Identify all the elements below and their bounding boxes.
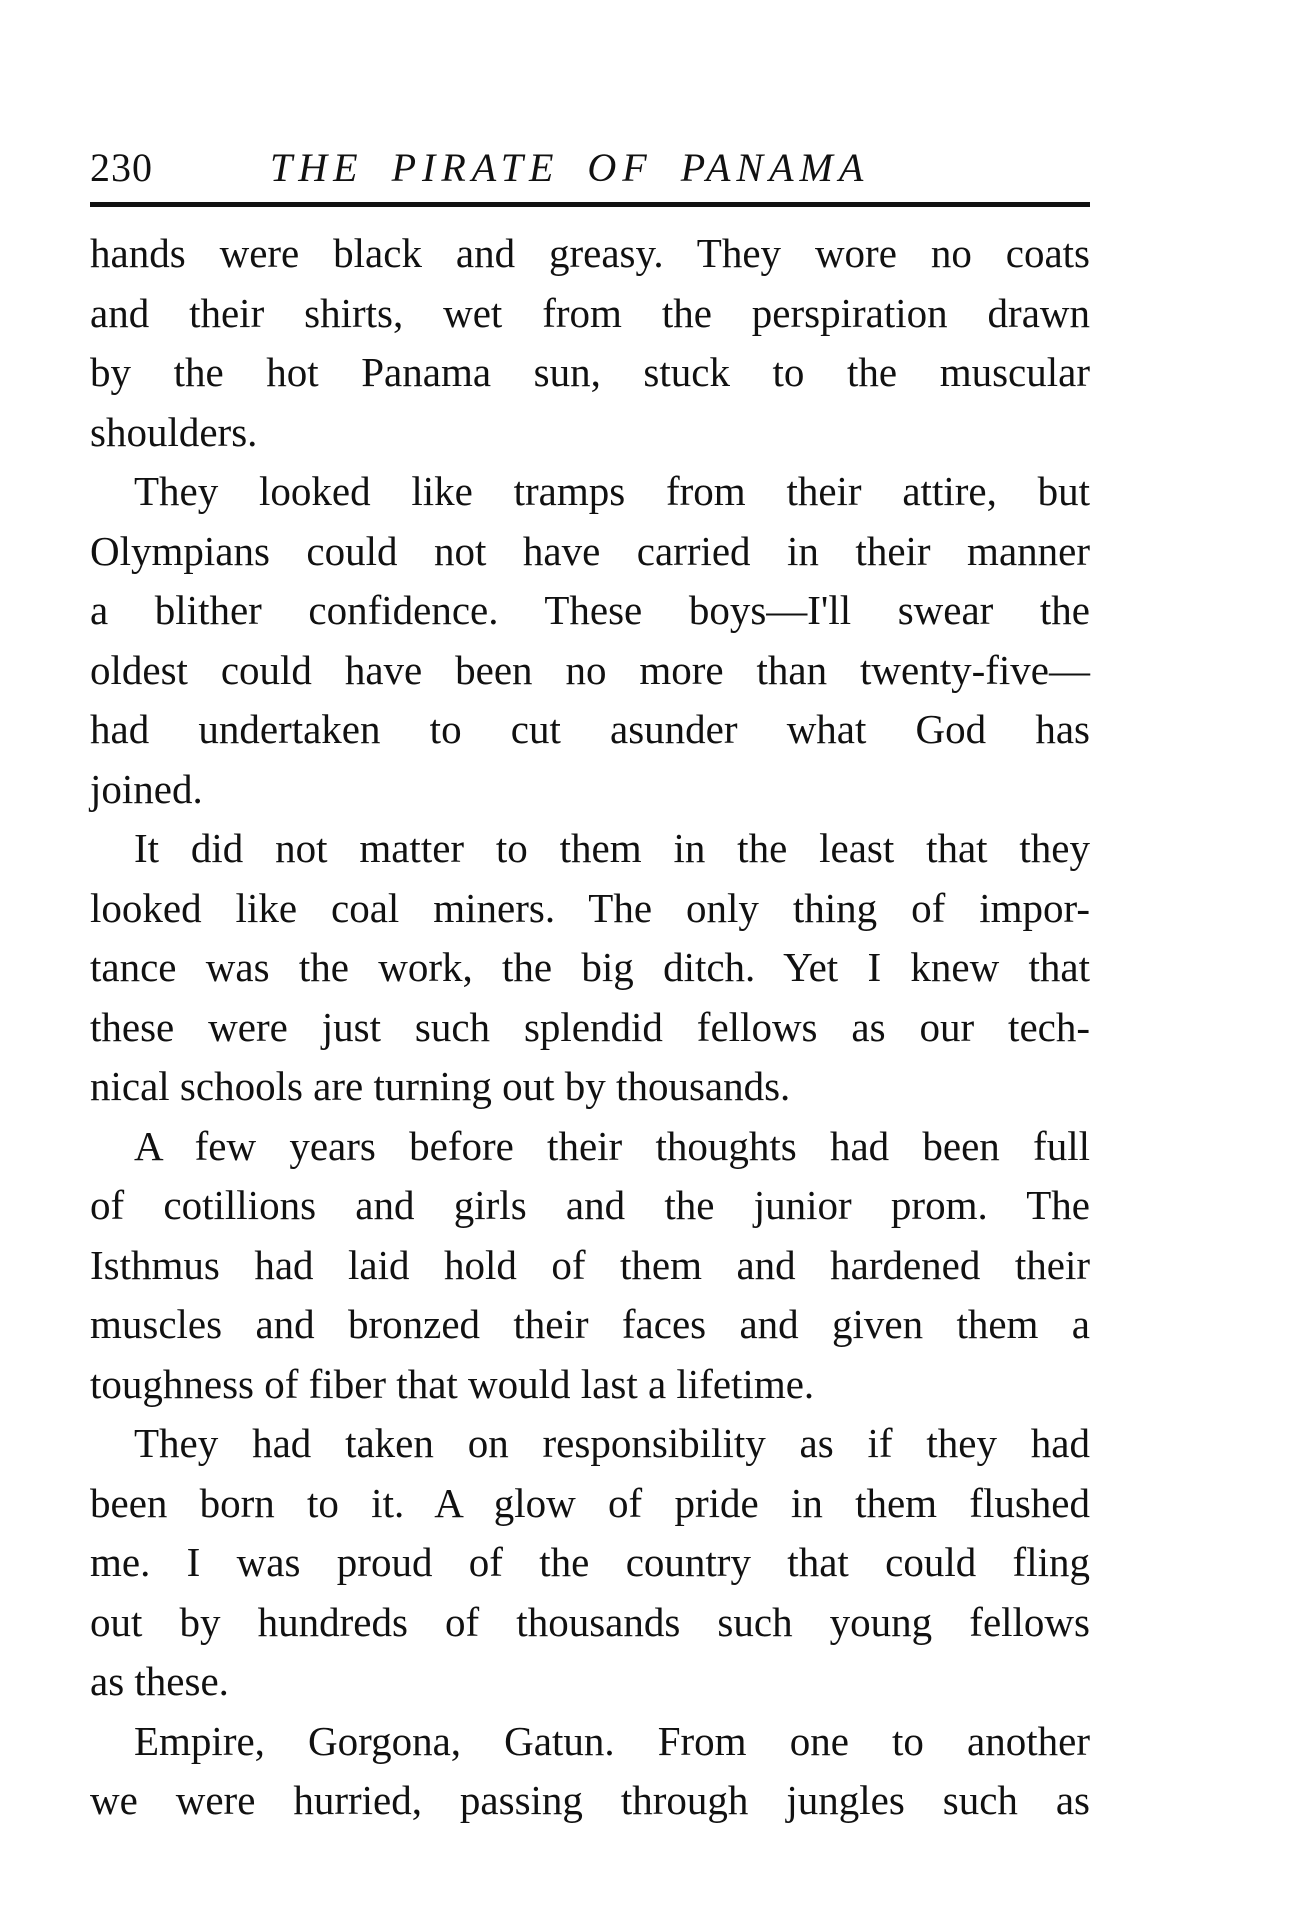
text-line: as these. bbox=[90, 1658, 229, 1704]
text-line: muscles and bronzed their faces and given them a bbox=[90, 1301, 1090, 1347]
text-line: They had taken on responsibility as if they had bbox=[134, 1420, 1090, 1466]
text-line: me. I was proud of the country that could fling bbox=[90, 1539, 1090, 1585]
text-line: looked like coal miners. The only thing of impor- bbox=[90, 884, 1090, 931]
text-line: nical schools are turning out by thousands. bbox=[90, 1063, 791, 1109]
text-line: shoulders. bbox=[90, 408, 258, 455]
header-rule bbox=[90, 202, 1090, 207]
page-header bbox=[90, 140, 1090, 196]
text-line: Isthmus had laid hold of them and hardened their bbox=[90, 1241, 1090, 1288]
text-line: They looked like tramps from their attire, but bbox=[134, 468, 1090, 514]
text-line: joined. bbox=[90, 765, 203, 812]
paragraph bbox=[90, 224, 1090, 462]
text-line: toughness of fiber that would last a lifetime. bbox=[90, 1360, 815, 1407]
text-line: these were just such splendid fellows as our tech- bbox=[90, 1003, 1090, 1050]
text-line: by the hot Panama sun, stuck to the muscular bbox=[90, 349, 1090, 395]
paragraph bbox=[90, 462, 1090, 819]
paragraph bbox=[90, 1712, 1090, 1831]
text-line: hands were black and greasy. They wore no coats bbox=[90, 230, 1090, 276]
text-line: oldest could have been no more than twenty-five— bbox=[90, 646, 1090, 693]
text-line: a blither confidence. These boys—I'll swear the bbox=[90, 587, 1090, 633]
page-number: 230 bbox=[90, 145, 153, 190]
text-line: and their shirts, wet from the perspiration drawn bbox=[90, 289, 1090, 336]
text-line: out by hundreds of thousands such young fellows bbox=[90, 1598, 1090, 1645]
paragraph bbox=[90, 819, 1090, 1117]
text-line: of cotillions and girls and the junior prom. The bbox=[90, 1182, 1090, 1228]
text-line: had undertaken to cut asunder what God has bbox=[90, 706, 1090, 752]
text-line: been born to it. A glow of pride in them flushed bbox=[90, 1479, 1090, 1526]
text-line: tance was the work, the big ditch. Yet I knew that bbox=[90, 944, 1090, 990]
text-line: Empire, Gorgona, Gatun. From one to another bbox=[134, 1717, 1090, 1764]
paragraph bbox=[90, 1117, 1090, 1415]
paragraph bbox=[90, 1414, 1090, 1712]
text-line: It did not matter to them in the least that they bbox=[134, 825, 1090, 871]
text-line: Olympians could not have carried in their manner bbox=[90, 527, 1090, 574]
body-text bbox=[90, 224, 1090, 1831]
text-line: we were hurried, passing through jungles such as bbox=[90, 1777, 1090, 1823]
running-title: THE PIRATE OF PANAMA bbox=[270, 145, 870, 190]
text-line: A few years before their thoughts had been full bbox=[134, 1122, 1090, 1169]
